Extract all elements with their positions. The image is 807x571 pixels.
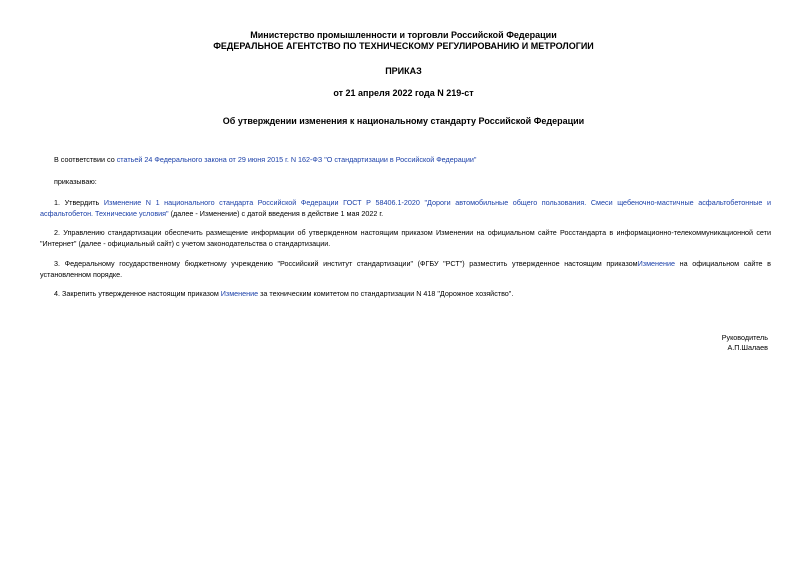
preamble-text: В соответствии со — [54, 155, 117, 164]
ministry-name: Министерство промышленности и торговли Российской Федерации — [250, 30, 557, 40]
order-word: приказываю: — [54, 177, 97, 186]
item-4-text-after: за техническим комитетом по стандартизации N 418 "Дорожное хозяйство". — [258, 289, 514, 298]
amendment-link-item-3[interactable]: Изменение — [637, 259, 675, 268]
item-3-text-after: на официальном сайте в установленном порядке. — [40, 259, 771, 279]
document-date-number: от 21 апреля 2022 года N 219-ст — [333, 88, 474, 98]
item-1-paragraph — [40, 197, 771, 219]
item-1-text: 1. Утвердить — [54, 198, 104, 207]
preamble-paragraph — [40, 154, 771, 165]
item-3-paragraph — [40, 258, 771, 280]
document-type: ПРИКАЗ — [385, 66, 422, 76]
agency-name: ФЕДЕРАЛЬНОЕ АГЕНТСТВО ПО ТЕХНИЧЕСКОМУ РЕГУЛИРОВАНИЮ И МЕТРОЛОГИИ — [213, 41, 594, 51]
item-4-text: 4. Закрепить утвержденное настоящим приказом — [54, 289, 221, 298]
item-2-paragraph: 2. Управлению стандартизации обеспечить размещение информации об утвержденном настоящим приказом Изменении на официальном сайте Росстандарта в информационно-телекоммуникационной сети "Интернет" (далее - официальный сайт) с учетом законодательства о стандартизации. — [40, 228, 771, 248]
signature-title: Руководитель — [721, 333, 768, 342]
amendment-link-item-4[interactable]: Изменение — [220, 289, 259, 298]
item-3-text: 3. Федеральному государственному бюджетному учреждению "Российский институт стандартизации" (ФГБУ "РСТ") разместить утвержденное настоящим приказом — [54, 259, 638, 268]
document-subject: Об утверждении изменения к национальному стандарту Российской Федерации — [222, 116, 585, 126]
signature-name: А.П.Шалаев — [727, 343, 768, 352]
standard-amendment-link[interactable]: Изменение N 1 национального стандарта Российской Федерации ГОСТ Р 58406.1-2020 "Дороги автомобильные общего пользования. Смеси щебеночно-мастичные асфальтобетонные и асфальтобетон. Технические условия" — [40, 198, 771, 218]
item-1-text-after: (далее - Изменение) с датой введения в действие 1 мая 2022 г. — [168, 209, 384, 218]
item-4-paragraph — [40, 288, 771, 299]
law-link[interactable]: статьей 24 Федерального закона от 29 июня 2015 г. N 162-ФЗ "О стандартизации в Российской Федерации" — [116, 155, 477, 164]
